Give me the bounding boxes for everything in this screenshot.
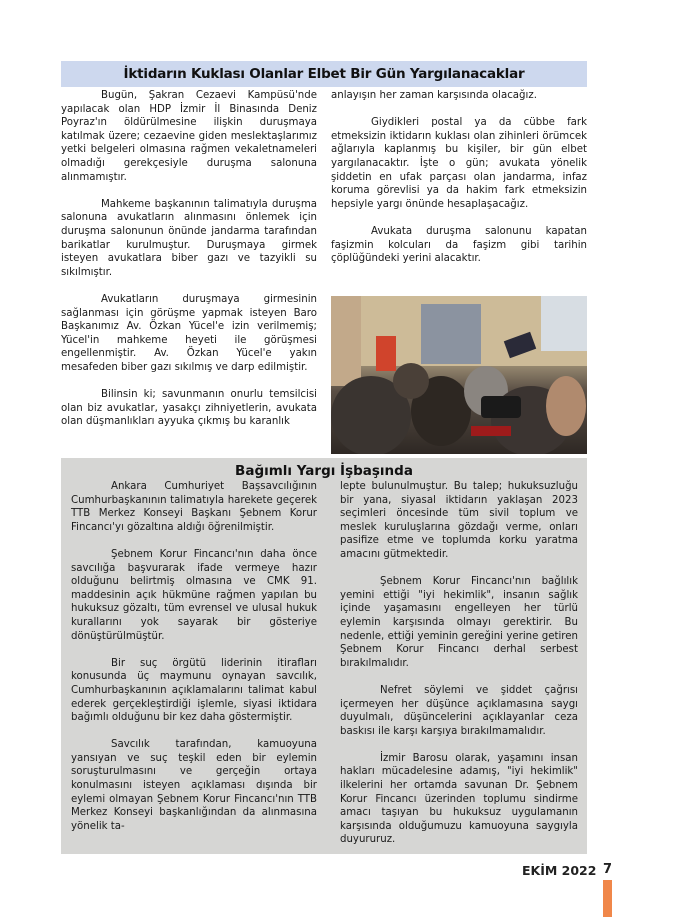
paragraph: Ankara Cumhuriyet Başsavcılığının Cumhurbaşkanının talimatıyla harekete geçerek TTB Merkez Konseyi Başkanı Şebnem Korur Fincancı'yı gözaltına aldığı öğrenilmiştir. [71, 481, 317, 533]
paragraph: Nefret söylemi ve şiddet çağrısı içermeyen her düşünce açıklamasına saygı duyulmalı, düşüncelerini açıklayanlar ceza baskısı ile karşı karşıya bırakılmamalıdır. [340, 684, 578, 737]
paragraph: Şebnem Korur Fincancı'nın bağlılık yemini ettiği "iyi hekimlik", insanın sağlık içinde yaşamasını engelleyen her türlü eylemin karşısında olmayı gerektirir. Bu nedenle, ettiği yeminin gereğini yerine getiren Şebnem Korur Fincancı derhal serbest bırakılmalıdır. [340, 576, 578, 669]
protest-photo [331, 296, 587, 454]
paragraph: Bilinsin ki; savunmanın onurlu temsilcisi olan biz avukatlar, yasakçı zihniyetlerin, avukata olan düşmanlıkları ayyuka çıkmış bu karanlık [61, 389, 317, 428]
page-accent-bar [603, 880, 612, 917]
page-number: 7 [603, 862, 613, 877]
issue-date: EKİM 2022 [522, 863, 597, 878]
paragraph: Bugün, Şakran Cezaevi Kampüsü'nde yapılacak olan HDP İzmir İl Binasında Deniz Poyraz'ın öldürülmesine ilişkin duruşmaya katılmak üzere; cezaevine giden meslektaşlarımız yetki belgeleri olmasına rağmen vekaletnameleri olmadığı gerekçesiyle duruşma salonuna alınmamıştır. [61, 90, 317, 183]
paragraph: Avukatların duruşmaya girmesinin sağlanması için görüşme yapmak isteyen Baro Başkanımız Av. Özkan Yücel'e izin verilmemiş; Yücel'in mahkeme heyeti ile görüşmesi engellenmiştir. Av. Özkan Yücel'e yakın mesafeden biber gazı sıkılmış ve darp edilmiştir. [61, 293, 317, 373]
paragraph: lepte bulunulmuştur. Bu talep; hukuksuzluğu bir yana, siyasal iktidarın yaklaşan 2023 seçimleri öncesinde tüm sivil toplum ve meslek kuruluşlarına gözdağı verme, onları pasifize etme ve toplumda korku yaratma amacını gütmektedir. [340, 481, 578, 560]
paragraph: Bir suç örgütü liderinin itirafları konusunda üç maymunu oynayan savcılık, Cumhurbaşkanının açıklamalarını talimat kabul ederek gerçekleştirdiği işlemle, siyasi iktidara bağımlı olduğunu bir kez daha göstermiştir. [71, 657, 317, 724]
paragraph: İzmir Barosu olarak, yaşamını insan hakları mücadelesine adamış, "iyi hekimlik" ilkelerini her ortamda savunan Dr. Şebnem Korur Fincancı üzerinden toplumu sindirme amacı taşıyan bu hukuksuz uygulamanın karşısında olduğumuzu kamuoyuna saygıyla duyururuz. [340, 752, 578, 846]
sidebar-article-box [61, 458, 587, 854]
paragraph: anlayışın her zaman karşısında olacağız. [331, 90, 537, 101]
paragraph: Savcılık tarafından, kamuoyuna yansıyan ve suç teşkil eden bir eylemin soruşturulmasını ve gerçeğin ortaya konulmasını isteyen açıklaması dışında bir eylemi olmayan Şebnem Korur Fincancı'nın TTB Merkez Konseyi başkanlığından da alınmasına yönelik ta- [71, 739, 317, 832]
paragraph: Şebnem Korur Fincancı'nın daha önce savcılığa başvurarak ifade vermeye hazır olduğunu belirtmiş olmasına ve CMK 91. maddesinin açık hükmüne rağmen yapılan bu hukuksuz gözaltı, tüm evrensel ve ulusal hukuk kurallarını yok sayarak bir gösteriye dönüştürülmüştür. [71, 548, 317, 642]
paragraph: Avukata duruşma salonunu kapatan faşizmin kolcuları da faşizm gibi tarihin çöplüğündeki yerini alacaktır. [331, 225, 587, 265]
article-title-banner [61, 61, 587, 87]
article1-left-column [61, 89, 317, 442]
article2-right-column [340, 480, 578, 861]
article-title: İktidarın Kuklası Olanlar Elbet Bir Gün Yargılanacaklar [123, 66, 525, 82]
article1-right-column [331, 89, 587, 279]
box-title: Bağımlı Yargı İşbaşında [235, 463, 413, 479]
paragraph: Giydikleri postal ya da cübbe fark etmeksizin iktidarın kuklası olan zihinleri örümcek ağlarıyla kaplanmış bu kişiler, bir gün elbet yargılanacaktır. İşte o gün; avukata yönelik şiddetin en ufak parçası olan jandarma, infaz koruma görevlisi ya da hakim fark etmeksizin hepsiyle yargı önünde hesaplaşacağız. [331, 117, 587, 210]
photo-illustration [331, 296, 587, 454]
paragraph: Mahkeme başkanının talimatıyla duruşma salonuna avukatların alınmasını önlemek için duruşma salonunun önünde jandarma tarafından barikatlar kurulmuştur. Duruşmaya girmek isteyen avukatlara biber gazı ve tazyikli su sıkılmıştır. [61, 198, 317, 278]
article2-left-column [71, 480, 317, 847]
